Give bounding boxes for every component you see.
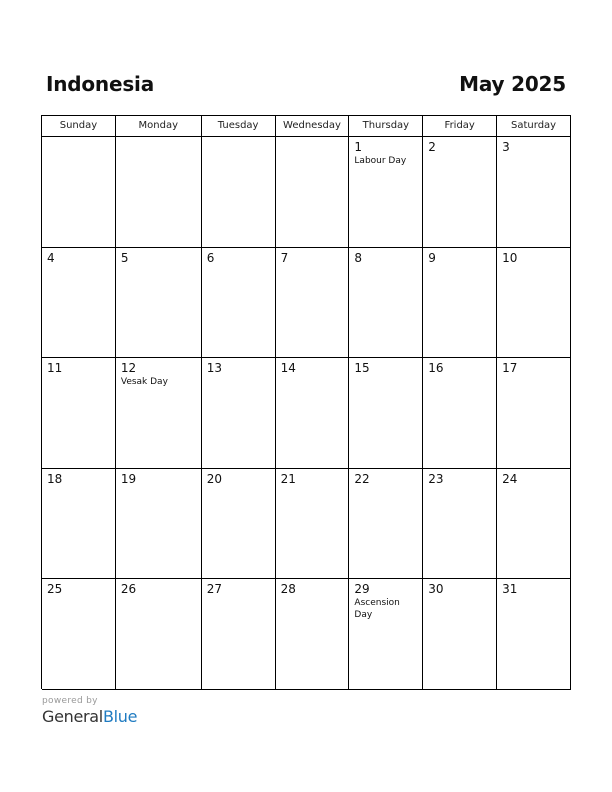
weekday-tuesday: Tuesday — [202, 116, 276, 137]
day-number: 11 — [47, 361, 63, 376]
day-number: 22 — [354, 471, 370, 486]
day-number: 8 — [354, 250, 363, 265]
month-title: May 2025 — [459, 72, 566, 96]
day-number: 19 — [120, 471, 137, 486]
day-number: 23 — [428, 471, 444, 486]
day-cell — [349, 248, 423, 359]
day-cell — [276, 248, 350, 359]
week-row — [42, 579, 571, 690]
weekday-friday: Friday — [423, 116, 497, 137]
day-cell — [276, 137, 350, 248]
day-cell — [423, 469, 497, 580]
logo-text-general: General — [42, 707, 103, 726]
day-cell — [202, 137, 276, 248]
calendar-grid — [41, 115, 571, 689]
day-number: 31 — [502, 582, 518, 597]
day-cell — [423, 248, 497, 359]
day-cell — [497, 137, 571, 248]
weekday-sunday: Sunday — [42, 116, 116, 137]
day-cell — [116, 248, 202, 359]
day-cell — [349, 358, 423, 469]
day-number: 21 — [280, 471, 296, 486]
day-number: 12 — [120, 361, 137, 376]
day-number: 30 — [428, 582, 444, 597]
weekday-monday: Monday — [116, 116, 202, 137]
week-row — [42, 358, 571, 469]
day-cell — [497, 248, 571, 359]
day-number: 13 — [206, 361, 222, 376]
day-number: 4 — [47, 250, 55, 265]
day-number: 15 — [354, 361, 370, 376]
weekday-thursday: Thursday — [349, 116, 423, 137]
generalblue-logo[interactable] — [42, 707, 137, 726]
holiday-label: Ascension Day — [354, 598, 400, 621]
day-cell — [116, 469, 202, 580]
day-cell — [116, 579, 202, 690]
day-cell — [349, 469, 423, 580]
powered-by-text: powered by — [42, 696, 98, 706]
week-row — [42, 469, 571, 580]
day-number: 3 — [502, 140, 510, 154]
day-cell — [497, 579, 571, 690]
day-number: 25 — [47, 582, 63, 597]
day-cell — [42, 248, 116, 359]
weekday-wednesday: Wednesday — [276, 116, 350, 137]
week-row — [42, 137, 571, 248]
day-number: 27 — [206, 582, 222, 597]
day-number: 20 — [206, 471, 222, 486]
day-number: 14 — [280, 361, 296, 376]
footer-branding — [42, 696, 137, 726]
day-cell — [349, 137, 423, 248]
day-number: 18 — [47, 471, 63, 486]
day-cell — [42, 358, 116, 469]
day-number: 29 — [354, 582, 370, 597]
day-number: 1 — [354, 140, 363, 154]
weeks-container — [42, 137, 571, 690]
logo-text-blue: Blue — [102, 707, 138, 726]
day-number: 2 — [428, 140, 436, 154]
day-number: 28 — [280, 582, 296, 597]
day-number: 24 — [502, 471, 518, 486]
day-cell — [202, 248, 276, 359]
day-cell — [116, 358, 202, 469]
country-title: Indonesia — [46, 72, 154, 96]
day-cell — [42, 137, 116, 248]
day-cell — [423, 137, 497, 248]
day-number: 10 — [502, 250, 518, 265]
day-number: 7 — [280, 250, 289, 265]
day-cell — [42, 469, 116, 580]
day-cell — [497, 358, 571, 469]
day-number: 16 — [428, 361, 444, 376]
day-cell — [423, 358, 497, 469]
day-cell — [202, 469, 276, 580]
day-cell — [349, 579, 423, 690]
weekday-header-row — [42, 116, 571, 137]
day-number: 17 — [502, 361, 518, 376]
day-cell — [423, 579, 497, 690]
day-number: 26 — [120, 582, 137, 597]
day-cell — [276, 469, 350, 580]
week-row — [42, 248, 571, 359]
day-cell — [202, 358, 276, 469]
day-cell — [202, 579, 276, 690]
holiday-label: Labour Day — [354, 156, 407, 166]
day-cell — [276, 358, 350, 469]
day-number: 9 — [428, 250, 436, 265]
day-cell — [276, 579, 350, 690]
weekday-saturday: Saturday — [497, 116, 571, 137]
page-header — [46, 72, 566, 98]
day-number: 6 — [206, 250, 215, 265]
day-cell — [42, 579, 116, 690]
day-cell — [116, 137, 202, 248]
day-cell — [497, 469, 571, 580]
holiday-label: Vesak Day — [120, 377, 168, 388]
day-number: 5 — [120, 250, 129, 265]
